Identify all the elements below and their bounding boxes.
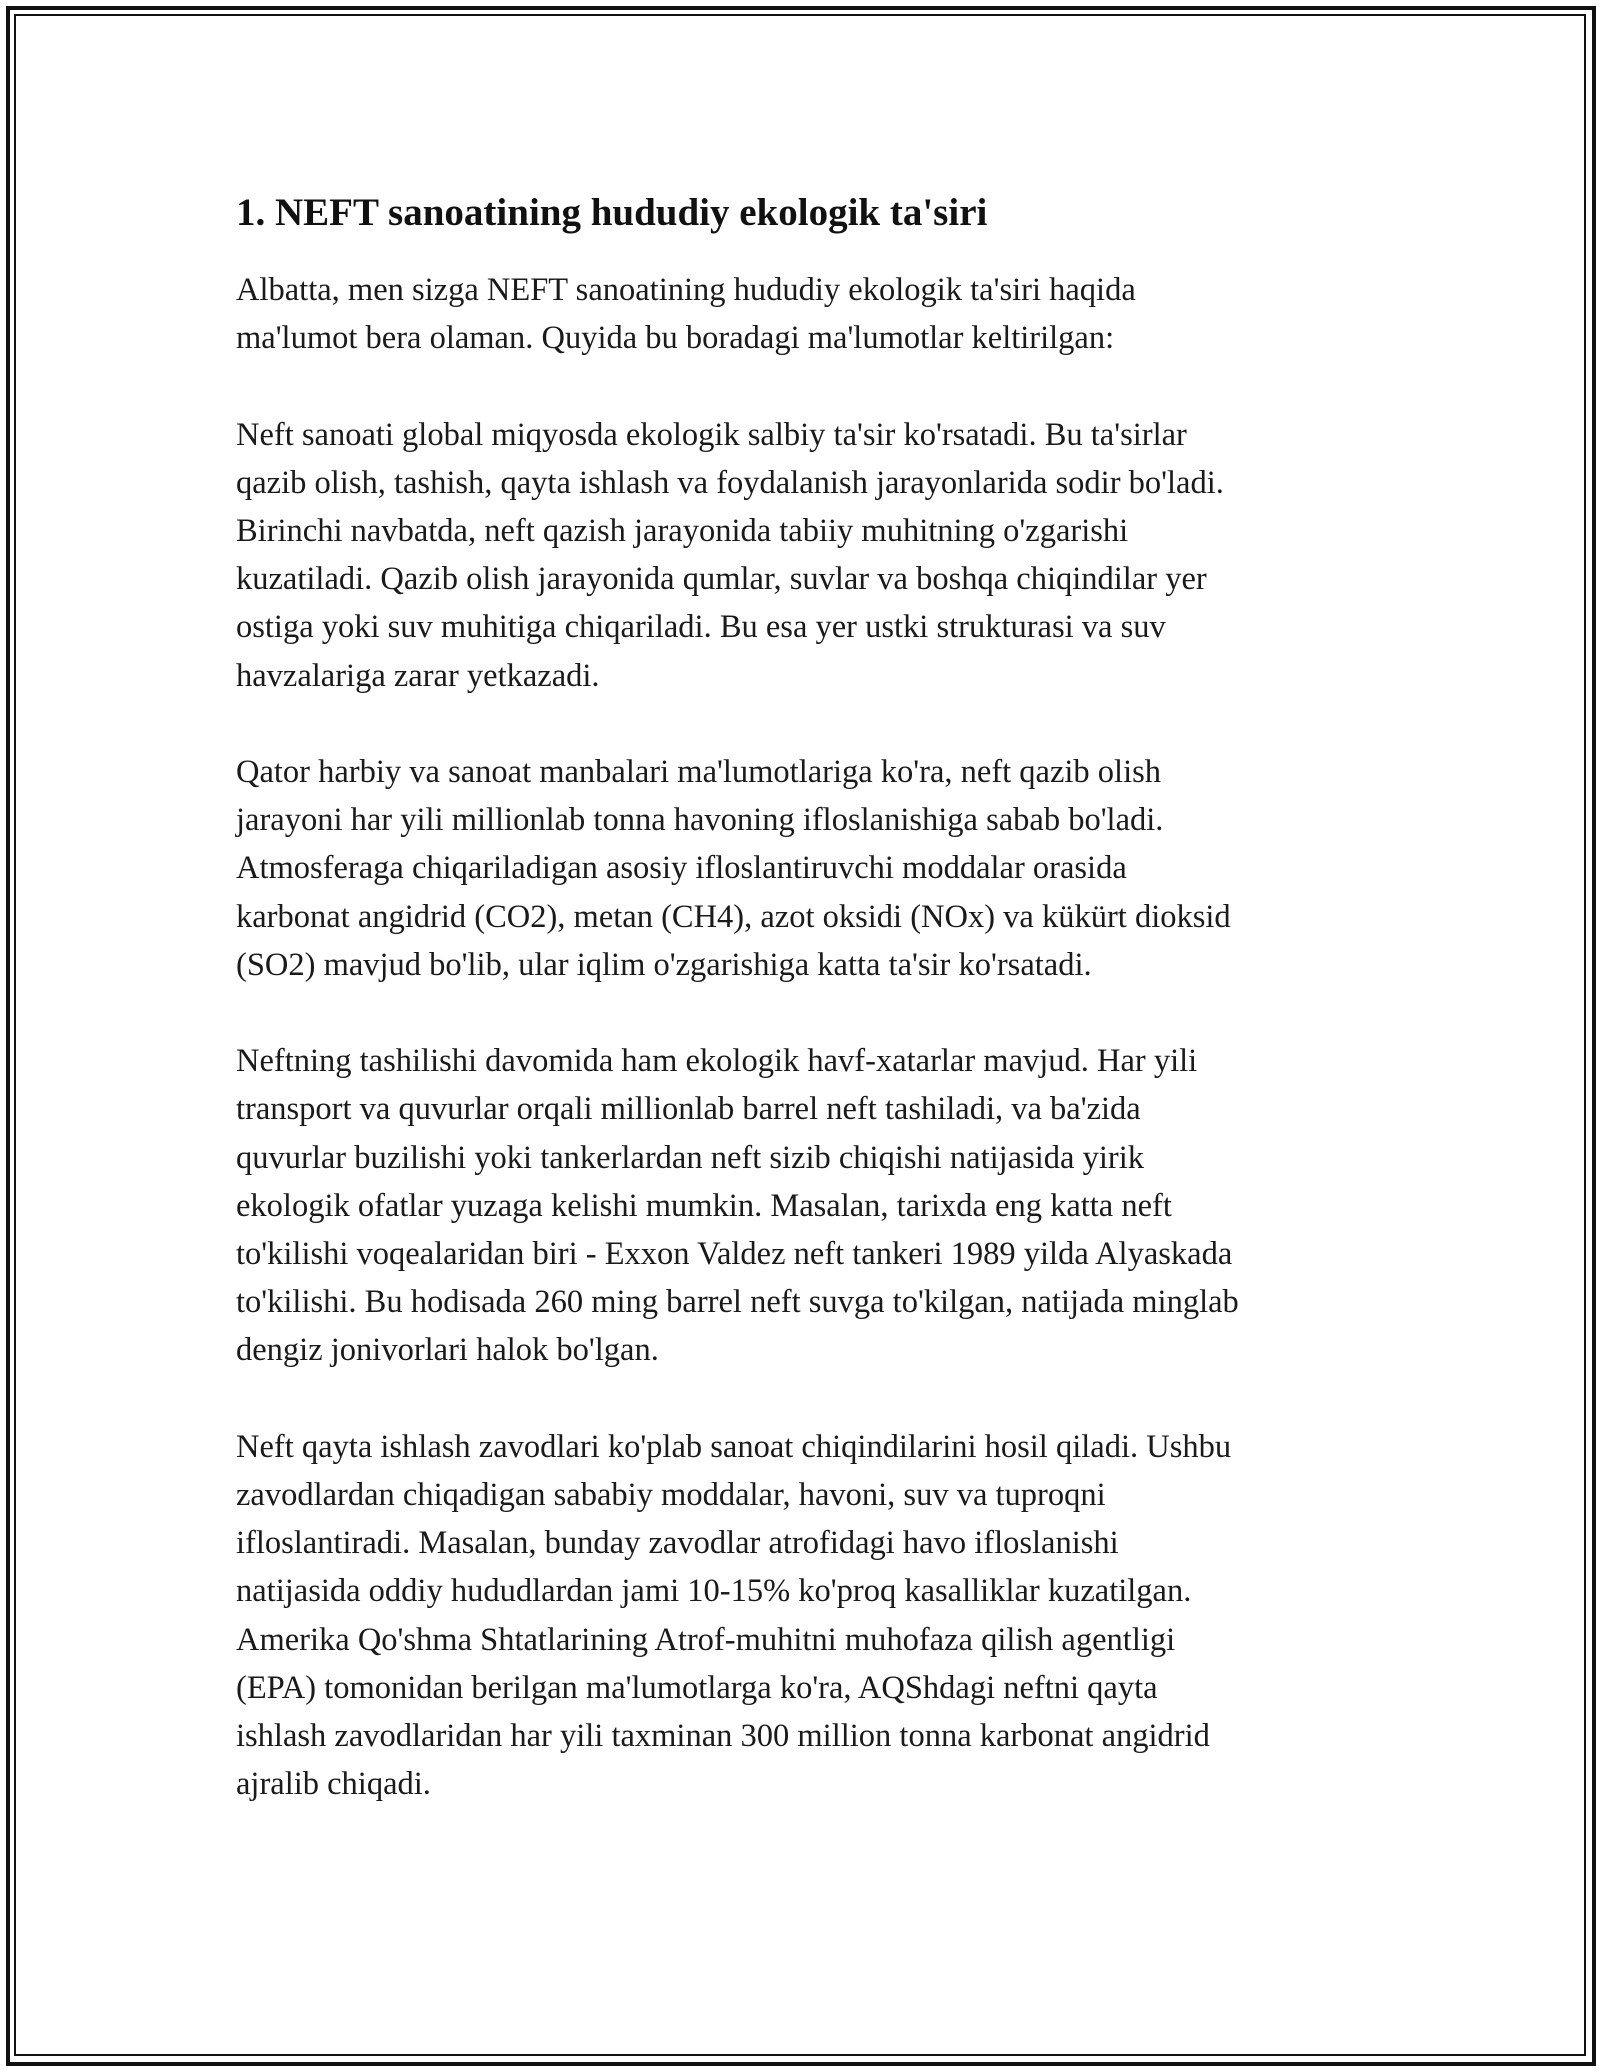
paragraph-line: karbonat angidrid (CO2), metan (CH4), azot oksidi (NOx) va kükürt dioksid: [236, 898, 1231, 935]
paragraph-line: Qator harbiy va sanoat manbalari ma'lumotlariga ko'ra, neft qazib olish: [236, 754, 1162, 790]
paragraph-transport: [236, 1037, 1376, 1374]
paragraph-line: Birinchi navbatda, neft qazish jarayonida tabiiy muhitning o'zgarishi: [236, 513, 1129, 549]
paragraph-extraction: [236, 411, 1376, 700]
paragraph-line: dengiz jonivorlari halok bo'lgan.: [236, 1332, 659, 1369]
paragraph-line: (SO2) mavjud bo'lib, ular iqlim o'zgarishiga katta ta'sir ko'rsatadi.: [236, 946, 1092, 983]
paragraph-line: quvurlar buzilishi yoki tankerlardan neft sizib chiqishi natijasida yirik: [236, 1139, 1144, 1176]
paragraph-line: ostiga yoki suv muhitiga chiqariladi. Bu esa yer ustki strukturasi va suv: [236, 609, 1166, 646]
paragraph-line: Atmosferaga chiqariladigan asosiy ifloslantiruvchi moddalar orasida: [236, 850, 1127, 887]
paragraph-line: Neft sanoati global miqyosda ekologik salbiy ta'sir ko'rsatadi. Bu ta'sirlar: [236, 416, 1187, 453]
document-title: 1. NEFT sanoatining hududiy ekologik ta'siri: [236, 191, 988, 234]
paragraph-line: to'kilishi. Bu hodisada 260 ming barrel neft suvga to'kilgan, natijada minglab: [236, 1284, 1239, 1321]
paragraph-line: ajralib chiqadi.: [236, 1766, 431, 1803]
paragraph-line: Albatta, men sizga NEFT sanoatining hududiy ekologik ta'siri haqida: [236, 272, 1136, 308]
paragraph-line: jarayoni har yili millionlab tonna havoning ifloslanishiga sabab bo'ladi.: [236, 802, 1164, 839]
paragraph-line: ekologik ofatlar yuzaga kelishi mumkin. Masalan, tarixda eng katta neft: [236, 1187, 1172, 1224]
paragraph-line: kuzatiladi. Qazib olish jarayonida qumlar, suvlar va boshqa chiqindilar yer: [236, 561, 1207, 598]
paragraph-line: Neftning tashilishi davomida ham ekologik havf-xatarlar mavjud. Har yili: [236, 1043, 1198, 1080]
paragraph-line: ifloslantiradi. Masalan, bunday zavodlar atrofidagi havo ifloslanishi: [236, 1525, 1119, 1562]
paragraph-air-pollution: [236, 748, 1376, 989]
paragraph-line: (EPA) tomonidan berilgan ma'lumotlarga ko'ra, AQShdagi neftni qayta: [236, 1669, 1158, 1706]
paragraph-line: natijasida oddiy hududlardan jami 10-15% ko'proq kasalliklar kuzatilgan.: [236, 1573, 1192, 1610]
paragraph-line: havzalariga zarar yetkazadi.: [236, 657, 600, 694]
paragraph-line: to'kilishi voqealaridan biri - Exxon Valdez neft tankeri 1989 yilda Alyaskada: [236, 1236, 1233, 1273]
document-body: [236, 186, 1376, 1857]
paragraph-line: Amerika Qo'shma Shtatlarining Atrof-muhitni muhofaza qilish agentligi: [236, 1621, 1176, 1658]
paragraph-intro: [236, 266, 1376, 362]
paragraph-line: ma'lumot bera olaman. Quyida bu boradagi ma'lumotlar keltirilgan:: [236, 320, 1115, 357]
paragraph-line: zavodlardan chiqadigan sababiy moddalar, havoni, suv va tuproqni: [236, 1477, 1106, 1514]
paragraph-line: transport va quvurlar orqali millionlab barrel neft tashiladi, va ba'zida: [236, 1091, 1141, 1128]
paragraph-refineries: [236, 1423, 1376, 1809]
paragraph-line: Neft qayta ishlash zavodlari ko'plab sanoat chiqindilarini hosil qiladi. Ushbu: [236, 1428, 1232, 1465]
paragraph-line: qazib olish, tashish, qayta ishlash va foydalanish jarayonlarida sodir bo'ladi.: [236, 464, 1224, 501]
paragraph-line: ishlash zavodlaridan har yili taxminan 300 million tonna karbonat angidrid: [236, 1718, 1210, 1755]
